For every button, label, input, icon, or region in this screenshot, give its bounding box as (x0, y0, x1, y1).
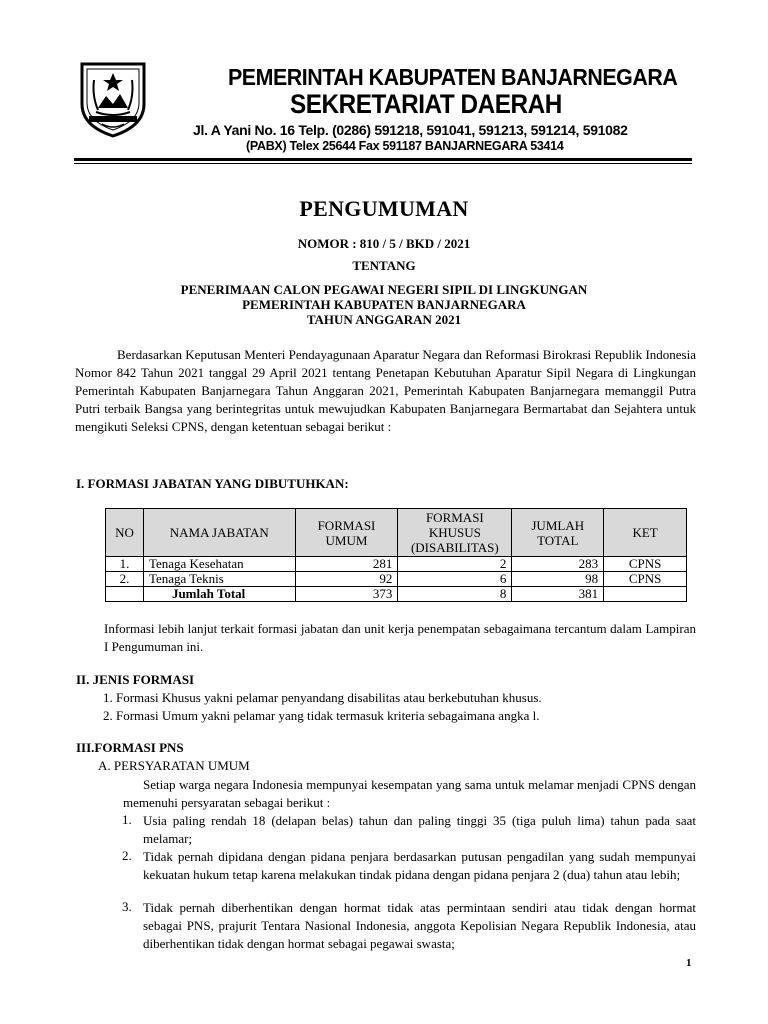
table-total-row (106, 587, 687, 602)
list-item: Tidak pernah diberhentikan dengan hormat tidak atas permintaan sendiri atau tidak dengan hormat sebagai PNS, prajurit Tentara Nasional Indonesia, anggota Kepolisian Negara Republik Indonesia, atau diberhentikan tidak dengan hormat sebagai pegawai swasta; (143, 900, 696, 951)
table-cell-special: 2 (398, 557, 512, 572)
table-cell-general: 373 (295, 587, 398, 602)
letterhead-office-name: SEKRETARIAT DAERAH (290, 89, 562, 119)
column-header-general-formation: FORMASI UMUM (295, 509, 398, 557)
column-header-total: JUMLAH TOTAL (512, 509, 604, 557)
list-item-number: 2. (122, 848, 132, 863)
table-cell-position: Tenaga Kesehatan (143, 557, 295, 572)
table-cell-note (604, 587, 687, 602)
section-1-note: Informasi lebih lanjut terkait formasi jabatan dan unit kerja penempatan sebagaimana tercantum dalam Lampiran I Pengumuman ini. (104, 621, 696, 654)
table-cell-total: 381 (512, 587, 604, 602)
section-3-intro: Setiap warga negara Indonesia mempunyai kesempatan yang sama untuk melamar menjadi CPNS dengan memenuhi persyaratan sebagai berikut : (123, 777, 696, 810)
regency-coat-of-arms-icon (76, 60, 150, 138)
list-item: Usia paling rendah 18 (delapan belas) tahun dan paling tinggi 35 (tiga puluh lima) tahun pada saat melamar; (143, 813, 696, 846)
table-cell-total-label: Jumlah Total (143, 587, 295, 602)
column-header-special-formation: FORMASI KHUSUS (DISABILITAS) (398, 509, 512, 557)
list-item-number: 3. (122, 899, 132, 914)
page-number: 1 (686, 957, 692, 969)
letterhead-address: Jl. A Yani No. 16 Telp. (0286) 591218, 591041, 591213, 591214, 591082 (193, 122, 628, 138)
section-2-heading: II. JENIS FORMASI (76, 672, 195, 687)
table-cell-special: 8 (398, 587, 512, 602)
list-item-number: 1. (122, 812, 132, 827)
table-cell-general: 92 (295, 572, 398, 587)
column-header-position: NAMA JABATAN (143, 509, 295, 557)
table-cell-no: 1. (106, 557, 144, 572)
table-header-row (106, 509, 687, 557)
column-header-no: NO (106, 509, 144, 557)
section-3-heading: III.FORMASI PNS (76, 740, 184, 755)
table-cell-no (106, 587, 144, 602)
subject-line: TAHUN ANGGARAN 2021 (306, 312, 462, 327)
column-header-note: KET (604, 509, 687, 557)
table-cell-note: CPNS (604, 557, 687, 572)
table-row (106, 572, 687, 587)
table-cell-total: 98 (512, 572, 604, 587)
document-number: NOMOR : 810 / 5 / BKD / 2021 (297, 236, 471, 251)
document-title: PENGUMUMAN (299, 196, 469, 221)
table-cell-special: 6 (398, 572, 512, 587)
table-cell-note: CPNS (604, 572, 687, 587)
list-item: 2. Formasi Umum yakni pelamar yang tidak termasuk kriteria sebagaimana angka l. (103, 708, 540, 723)
section-1-heading: I. FORMASI JABATAN YANG DIBUTUHKAN: (76, 476, 349, 491)
formation-table (105, 508, 687, 602)
letterhead-thick-rule (74, 158, 692, 161)
intro-paragraph: Berdasarkan Keputusan Menteri Pendayagunaan Aparatur Negara dan Reformasi Birokrasi Republik Indonesia Nomor 842 Tahun 2021 tanggal 29 April 2021 tentang Penetapan Kebutuhan Aparatur Sipil Negara di Lingkungan Pemerintah Kabupaten Banjarnegara Tahun Anggaran 2021, Pemerintah Kabupaten Banjarnegara memanggil Putra Putri terbaik Bangsa yang berintegritas untuk mewujudkan Kabupaten Banjarnegara Bermartabat dan Sejahtera untuk mengikuti Seleksi CPNS, dengan ketentuan sebagai berikut : (75, 347, 696, 434)
table-cell-general: 281 (295, 557, 398, 572)
table-cell-no: 2. (106, 572, 144, 587)
subject-line: PEMERINTAH KABUPATEN BANJARNEGARA (242, 297, 526, 312)
list-item: Tidak pernah dipidana dengan pidana penjara berdasarkan putusan pengadilan yang sudah mempunyai kekuatan hukum tetap karena melakukan tindak pidana dengan pidana penjara 2 (dua) tahun atau lebih; (143, 849, 696, 882)
table-cell-total: 283 (512, 557, 604, 572)
letterhead-thin-rule (74, 163, 692, 164)
letterhead-government-name: PEMERINTAH KABUPATEN BANJARNEGARA (228, 64, 678, 90)
document-about-label: TENTANG (352, 258, 416, 273)
table-row (106, 557, 687, 572)
table-cell-position: Tenaga Teknis (143, 572, 295, 587)
list-item: 1. Formasi Khusus yakni pelamar penyandang disabilitas atau berkebutuhan khusus. (103, 690, 542, 705)
letterhead-contact: (PABX) Telex 25644 Fax 591187 BANJARNEGARA 53414 (246, 139, 564, 153)
subject-line: PENERIMAAN CALON PEGAWAI NEGERI SIPIL DI LINGKUNGAN (180, 282, 588, 297)
subsection-a-heading: A. PERSYARATAN UMUM (98, 758, 250, 773)
